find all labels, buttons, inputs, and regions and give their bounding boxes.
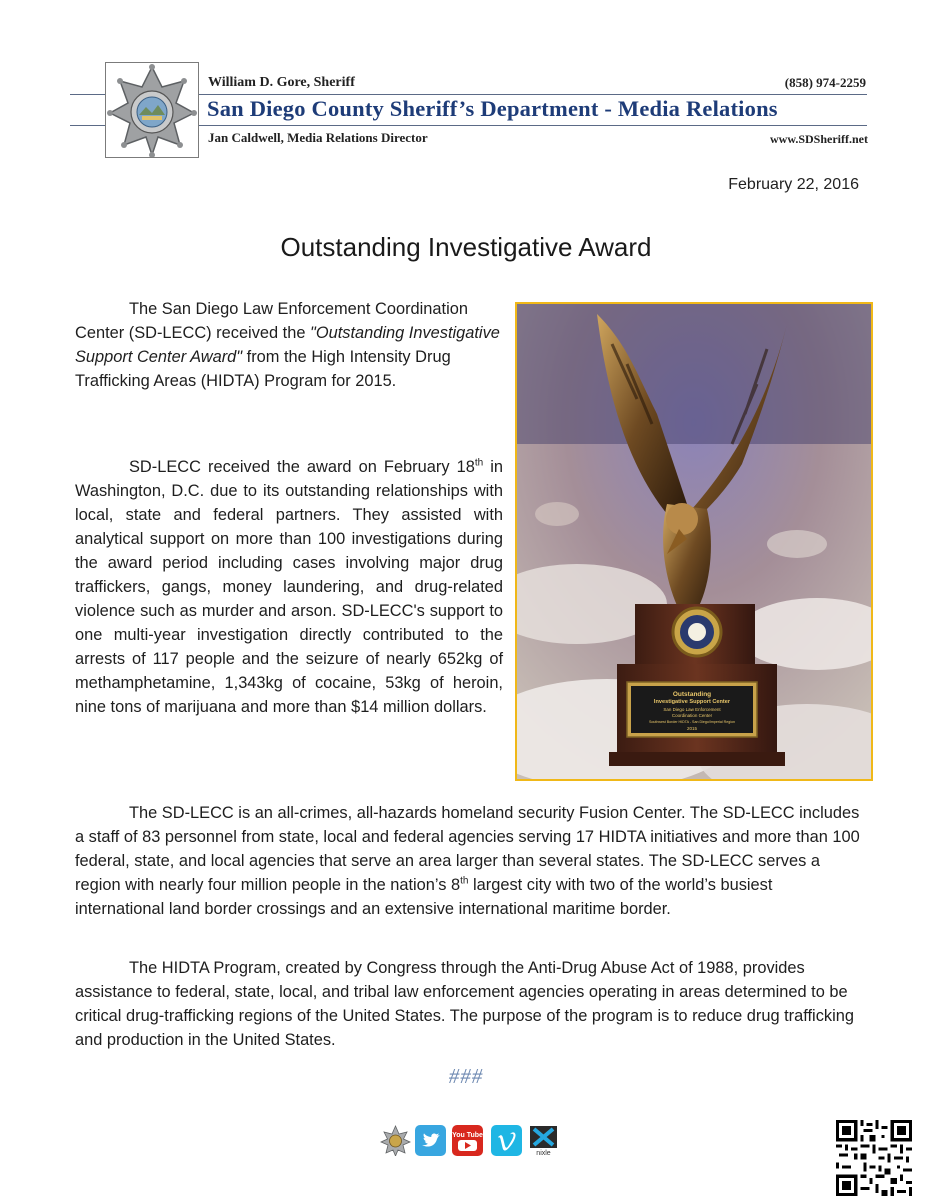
award-photo — [515, 302, 873, 781]
department-name: San Diego County Sheriff’s Department - Media Relations — [207, 96, 778, 121]
plaque-line-4: Coordination Center — [671, 713, 713, 718]
vimeo-icon[interactable] — [491, 1125, 522, 1156]
page-title: Outstanding Investigative Award — [280, 232, 652, 262]
media-director: Jan Caldwell, Media Relations Director — [208, 130, 428, 145]
paragraph-4: The HIDTA Program, created by Congress through the Anti-Drug Abuse Act of 1988, provides assistance to federal, state, local, and tribal law enforcement agencies operating in areas determined to be critical drug-trafficking regions of the United States. The purpose of the program is to reduce drug trafficking and production in the United States. — [75, 959, 854, 1049]
eagle-trophy-image — [517, 304, 871, 779]
paragraph-1: The San Diego Law Enforcement Coordination Center (SD-LECC) received the "Outstanding Investigative Support Center Award" from the High Intensity Drug Trafficking Areas (HIDTA) Program for 2015. — [75, 300, 500, 390]
youtube-label: You Tube — [452, 1132, 483, 1139]
award-name: "Outstanding Investigative Support Center Award" — [75, 324, 500, 366]
sheriff-badge-logo — [105, 62, 199, 158]
sheriff-badge-icon[interactable] — [380, 1125, 411, 1156]
twitter-icon[interactable] — [415, 1125, 446, 1156]
paragraph-2: SD-LECC received the award on February 18th in Washington, D.C. due to its outstanding relationships with local, state and federal partners. They assisted with analytical support on more than 100 investigations during the award period including cases involving major drug traffickers, gangs, money laundering, and drug-related violence such as murder and arson. SD-LECC's support to one multi-year investigation directly contributed to the arrests of 117 people and the seizure of nearly 652kg of methamphetamine, 1,343kg of cocaine, 53kg of heroin, nine tons of marijuana and more than $14 million dollars. — [75, 457, 504, 716]
plaque-line-1: Outstanding — [672, 691, 712, 698]
sheriff-star-icon — [106, 63, 198, 157]
paragraph-3: The SD-LECC is an all-crimes, all-hazards homeland security Fusion Center. The SD-LECC includes a staff of 83 personnel from state, local and federal agencies serving 17 HIDTA initiatives and more than 100 federal, state, and local agencies that serve an area larger than several states. The SD-LECC serves a region with nearly four million people in the nation’s 8th largest city with two of the world’s busiest international land border crossings and an extensive international maritime border. — [75, 804, 860, 918]
qr-code-icon[interactable] — [836, 1120, 912, 1196]
youtube-icon[interactable] — [452, 1125, 483, 1156]
sheriff-name: William D. Gore, Sheriff — [208, 75, 355, 90]
phone-number: (858) 974-2259 — [784, 75, 866, 90]
end-of-release-mark: ### — [448, 1064, 484, 1088]
plaque-line-2: Investigative Support Center — [653, 699, 731, 705]
website-link[interactable]: www.SDSheriff.net — [770, 132, 868, 146]
nixle-icon[interactable] — [528, 1125, 559, 1156]
nixle-label: nixle — [536, 1150, 551, 1156]
plaque-line-3: San Diego Law Enforcement — [663, 707, 721, 712]
plaque-line-6: 2015 — [686, 726, 698, 731]
plaque-line-5: Southwest Border HIDTA - San Diego/Imperial Region — [648, 720, 736, 724]
release-date: February 22, 2016 — [728, 176, 859, 193]
